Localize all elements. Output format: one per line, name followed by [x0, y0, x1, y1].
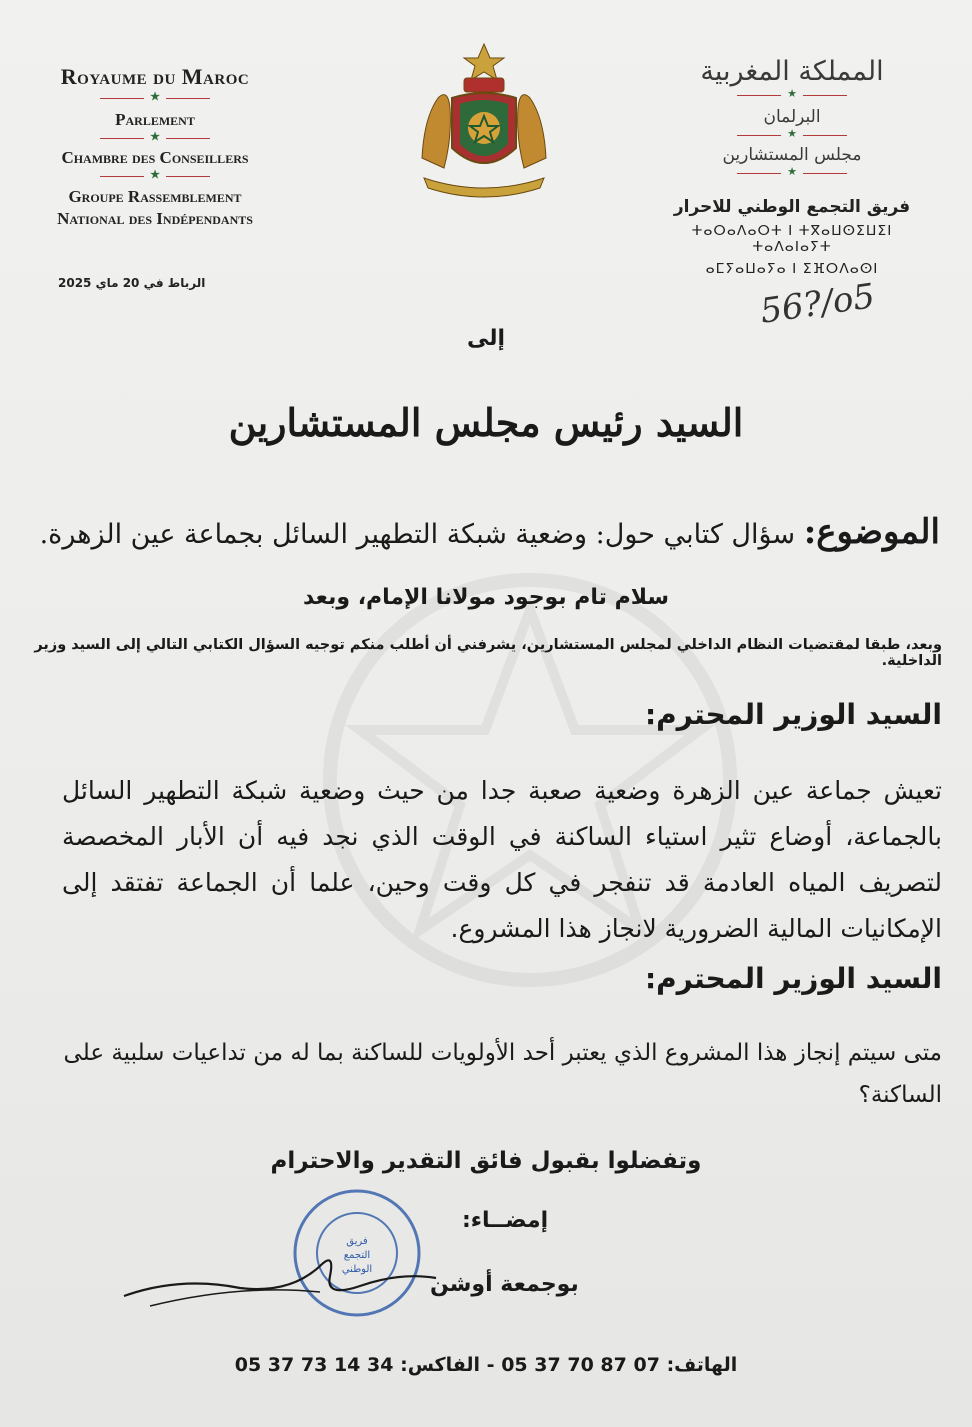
svg-text:التجمع: التجمع	[343, 1250, 371, 1261]
parliament-fr: Parlement	[115, 110, 195, 129]
header-french	[30, 64, 280, 230]
handwritten-reference: 56?/o5	[757, 276, 878, 332]
question-paragraph: متى سيتم إنجاز هذا المشروع الذي يعتبر أحد الأولويات للساكنة بما له من تداعيات سلبية على الساكنة؟	[63, 1040, 942, 1108]
header-separator: ★	[100, 168, 210, 186]
minister-salutation-2: السيد الوزير المحترم:	[644, 962, 942, 995]
header-separator: ★	[100, 130, 210, 148]
subject-text: سؤال كتابي حول: وضعية شبكة التطهير السائل بجماعة عين الزهرة.	[39, 519, 796, 550]
intro-paragraph: وبعد، طبقا لمقتضيات النظام الداخلي لمجلس المستشارين، يشرفني أن أطلب منكم توجيه السؤال الكتابي التالي إلى السيد وزير الداخلية.	[34, 637, 942, 669]
svg-text:فريق: فريق	[346, 1236, 368, 1247]
to-label: إلى	[466, 326, 506, 351]
parliament-ar: البرلمان	[763, 107, 821, 127]
header-separator: ★	[737, 87, 847, 105]
group-fr-line1: Groupe Rassemblement	[68, 187, 242, 206]
coat-of-arms-icon	[404, 38, 564, 198]
body-paragraph-1: تعيش جماعة عين الزهرة وضعية صعبة جدا من حيث وضعية شبكة التطهير السائل بالجماعة، أوضاع تثير استياء الساكنة في الوقت الذي نجد فيه أن الأبار المخصصة لتصريف المياه العادمة قد تنفجر في كل وقت وحين، علما أن الجماعة تفتقد إلى الإمكانيات المالية الضرورية لانجاز هذا المشروع.	[62, 776, 942, 943]
chamber-ar: مجلس المستشارين	[722, 145, 862, 165]
subject-label: الموضوع:	[803, 512, 940, 552]
chamber-fr: Chambre des Conseillers	[61, 148, 249, 167]
tifinagh-line1: ⵜⴰⵔⴰⴷⴰⵔⵜ ⵏ ⵜⴳⴰⵡⵙⵉⵡⵉⵏ ⵜⴰⴷⴰⵏⴰⵢⵜ	[691, 223, 893, 255]
closing-formula: وتفضلوا بقبول فائق التقدير والاحترام	[270, 1148, 702, 1174]
recipient-title: السيد رئيس مجلس المستشارين	[228, 400, 744, 445]
header-separator: ★	[737, 127, 847, 145]
header-separator: ★	[737, 165, 847, 183]
svg-text:الوطني: الوطني	[341, 1264, 373, 1275]
group-ar: فريق التجمع الوطني للاحرار	[673, 197, 911, 217]
signature-label: إمضــاء:	[462, 1208, 549, 1233]
letter-date: الرباط في 20 ماي 2025	[58, 276, 206, 290]
contact-line: الهاتف: 07 87 70 37 05 - الفاكس: 34 14 73 37 05	[234, 1354, 738, 1376]
signer-name: بوجمعة أوشن	[430, 1272, 579, 1297]
subject-line	[20, 512, 940, 552]
handwritten-signature-icon	[120, 1236, 440, 1316]
header-separator: ★	[100, 90, 210, 108]
minister-salutation: السيد الوزير المحترم:	[644, 698, 942, 731]
tifinagh-line2: ⴰⵎⵢⴰⵡⴰⵢⴰ ⵏ ⵉⴼⵔⴷⴰⵙⵏ	[705, 261, 879, 277]
header-arabic	[672, 56, 912, 277]
group-fr-line2: National des Indépendants	[57, 209, 253, 228]
greeting: سلام تام بوجود مولانا الإمام، وبعد	[302, 585, 670, 610]
kingdom-name-fr: Royaume du Maroc	[60, 64, 250, 89]
kingdom-name-ar: المملكة المغربية	[700, 56, 884, 87]
